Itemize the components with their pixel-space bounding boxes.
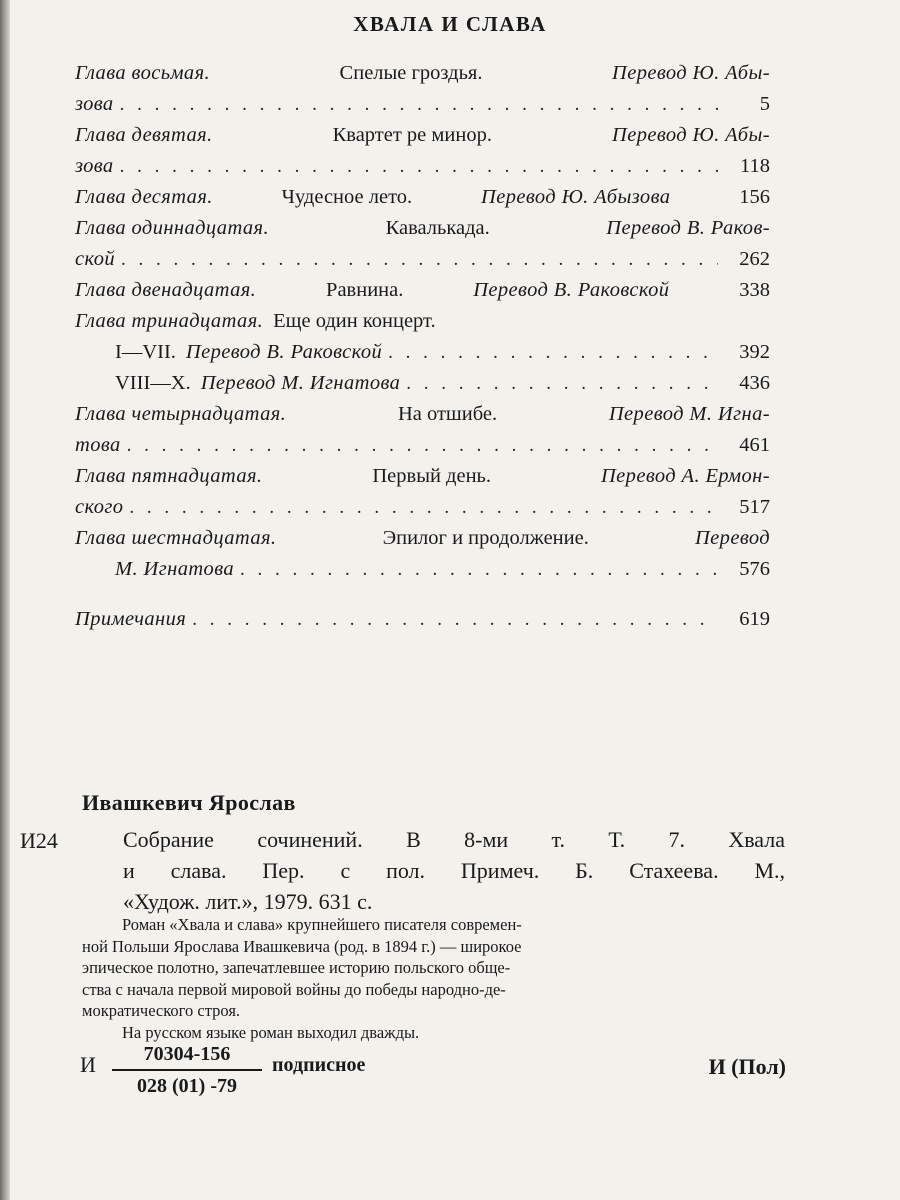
dot-leader — [192, 604, 718, 635]
toc-translator: Перевод В. Раковской — [473, 279, 670, 301]
toc-chapter-label: Глава пятнадцатая. — [75, 465, 263, 487]
description-word: М., — [754, 858, 785, 883]
page-gutter-shadow — [0, 0, 10, 1200]
toc-line — [75, 337, 770, 368]
dot-leader — [120, 89, 718, 120]
toc-chapter-label: Глава десятая. — [75, 186, 213, 208]
toc-translator: Перевод М. Игнатова — [200, 372, 401, 394]
toc-chapter-title: Спелые гроздья. — [339, 62, 483, 84]
toc-translator: Перевод В. Раков- — [606, 217, 770, 239]
toc-page-number: 262 — [739, 248, 770, 270]
record-annotation — [82, 914, 786, 1043]
toc-line — [75, 461, 770, 492]
toc-line — [75, 151, 770, 182]
toc-chapter-label: Глава двенадцатая. — [75, 279, 257, 301]
description-word: сочинений. — [257, 827, 363, 852]
running-head: ХВАЛА И СЛАВА — [353, 12, 547, 36]
description-word: «Худож. лит.», 1979. 631 с. — [123, 889, 373, 914]
toc-chapter-title: На отшибе. — [397, 403, 498, 425]
description-word: пол. — [386, 858, 426, 883]
toc-line — [75, 58, 770, 89]
dot-leader — [127, 430, 718, 461]
record-description-line — [123, 886, 785, 917]
toc-chapter-title: Чудесное лето. — [281, 186, 413, 208]
record-description-line — [123, 855, 785, 886]
toc-line — [75, 213, 770, 244]
description-word: слава. — [170, 858, 227, 883]
description-word: т. — [551, 827, 565, 852]
imprint-subscription: подписное — [272, 1054, 366, 1076]
dot-leader — [129, 492, 718, 523]
dot-leader — [240, 554, 718, 585]
toc-line — [75, 399, 770, 430]
description-word: с — [340, 858, 351, 883]
toc-page-number: 461 — [739, 434, 770, 456]
toc-line — [75, 120, 770, 151]
toc-page-number: 156 — [739, 186, 770, 208]
record-author: Ивашкевич Ярослав — [82, 790, 296, 815]
annotation-line: На русском языке роман выходил дважды. — [122, 1022, 420, 1042]
toc-chapter-label: Глава шестнадцатая. — [75, 527, 277, 549]
toc-line — [75, 492, 770, 523]
toc-translator: Перевод Ю. Абы- — [612, 62, 770, 84]
toc-chapter-label: Глава восьмая. — [75, 62, 211, 84]
dot-leader — [121, 244, 718, 275]
description-word: Собрание — [123, 827, 214, 852]
record-description — [123, 824, 785, 917]
toc-part-range: I—VII. — [115, 341, 176, 363]
toc-page-number: 576 — [739, 558, 770, 580]
toc-translator-cont: ской — [75, 248, 116, 270]
imprint-index: И (Пол) — [708, 1054, 786, 1079]
toc-chapter-title: Эпилог и продолжение. — [382, 527, 589, 549]
toc-chapter-label: Глава четырнадцатая. — [75, 403, 287, 425]
description-word: В — [406, 827, 421, 852]
toc-chapter-label: Глава девятая. — [75, 124, 213, 146]
record-description-line — [123, 824, 785, 855]
annotation-line: ства с начала первой мировой войны до победы народно-де- — [82, 979, 506, 999]
toc-line — [75, 89, 770, 120]
toc-chapter-label: Глава тринадцатая. — [75, 310, 264, 332]
toc-line — [75, 604, 770, 635]
toc-translator-cont: зова — [75, 93, 114, 115]
imprint-denominator: 028 (01) -79 — [137, 1075, 237, 1097]
description-word: и — [123, 858, 135, 883]
dot-leader — [120, 151, 718, 182]
description-word: 7. — [668, 827, 685, 852]
toc-line — [75, 182, 770, 213]
table-of-contents — [75, 58, 770, 635]
dot-leader — [388, 337, 718, 368]
description-word: Хвала — [728, 827, 785, 852]
toc-line — [75, 430, 770, 461]
toc-chapter-title: Еще один концерт. — [273, 310, 436, 332]
imprint-fraction — [112, 1040, 262, 1100]
toc-line — [75, 554, 770, 585]
imprint-letter: И — [80, 1052, 96, 1077]
toc-page-number: 118 — [740, 155, 770, 177]
toc-line — [75, 523, 770, 554]
dot-leader — [406, 368, 718, 399]
toc-chapter-title: Первый день. — [372, 465, 492, 487]
toc-page-number: 517 — [739, 496, 770, 518]
toc-part-range: VIII—X. — [115, 372, 191, 394]
toc-translator: Перевод Ю. Абы- — [611, 124, 770, 146]
toc-line — [75, 306, 770, 337]
toc-chapter-title: Квартет ре минор. — [332, 124, 492, 146]
toc-page-number: 619 — [739, 608, 770, 630]
description-word: 8-ми — [464, 827, 509, 852]
toc-chapter-label: Глава одиннадцатая. — [75, 217, 270, 239]
toc-translator: Перевод В. Раковской — [185, 341, 383, 363]
toc-translator-cont: М. Игнатова — [115, 558, 235, 580]
record-imprint — [80, 1040, 786, 1110]
toc-line — [75, 244, 770, 275]
toc-chapter-title: Равнина. — [326, 279, 404, 301]
toc-line — [75, 368, 770, 399]
toc-translator-cont: това — [75, 434, 121, 456]
annotation-line: ной Польши Ярослава Ивашкевича (род. в 1894 г.) — широкое — [82, 936, 522, 956]
toc-page-number: 338 — [739, 279, 770, 301]
description-word: Примеч. — [460, 858, 540, 883]
toc-translator: Перевод А. Ермон- — [600, 465, 770, 487]
description-word: Стахеева. — [629, 858, 719, 883]
toc-translator-cont: ского — [75, 496, 124, 518]
annotation-line: мократического строя. — [82, 1001, 241, 1020]
description-word: Пер. — [262, 858, 305, 883]
toc-line — [75, 275, 770, 306]
annotation-line: эпическое полотно, запечатлевшее историю польского обще- — [82, 958, 511, 977]
toc-page-number: 392 — [739, 341, 770, 363]
record-classification-code: И24 — [20, 828, 58, 853]
description-word: Т. — [608, 827, 626, 852]
annotation-line: Роман «Хвала и слава» крупнейшего писателя современ- — [122, 915, 522, 934]
toc-translator: Перевод Ю. Абызова — [481, 186, 671, 208]
toc-translator: Перевод — [694, 527, 770, 549]
imprint-numerator: 70304-156 — [143, 1043, 231, 1065]
toc-page-number: 436 — [739, 372, 770, 394]
toc-page-number: 5 — [759, 93, 770, 115]
description-word: Б. — [575, 858, 594, 883]
toc-chapter-title: Кавалькада. — [385, 217, 490, 239]
fraction-bar — [112, 1069, 262, 1071]
toc-translator: Перевод М. Игна- — [608, 403, 770, 425]
toc-notes-label: Примечания — [75, 608, 187, 630]
toc-translator-cont: зова — [75, 155, 114, 177]
